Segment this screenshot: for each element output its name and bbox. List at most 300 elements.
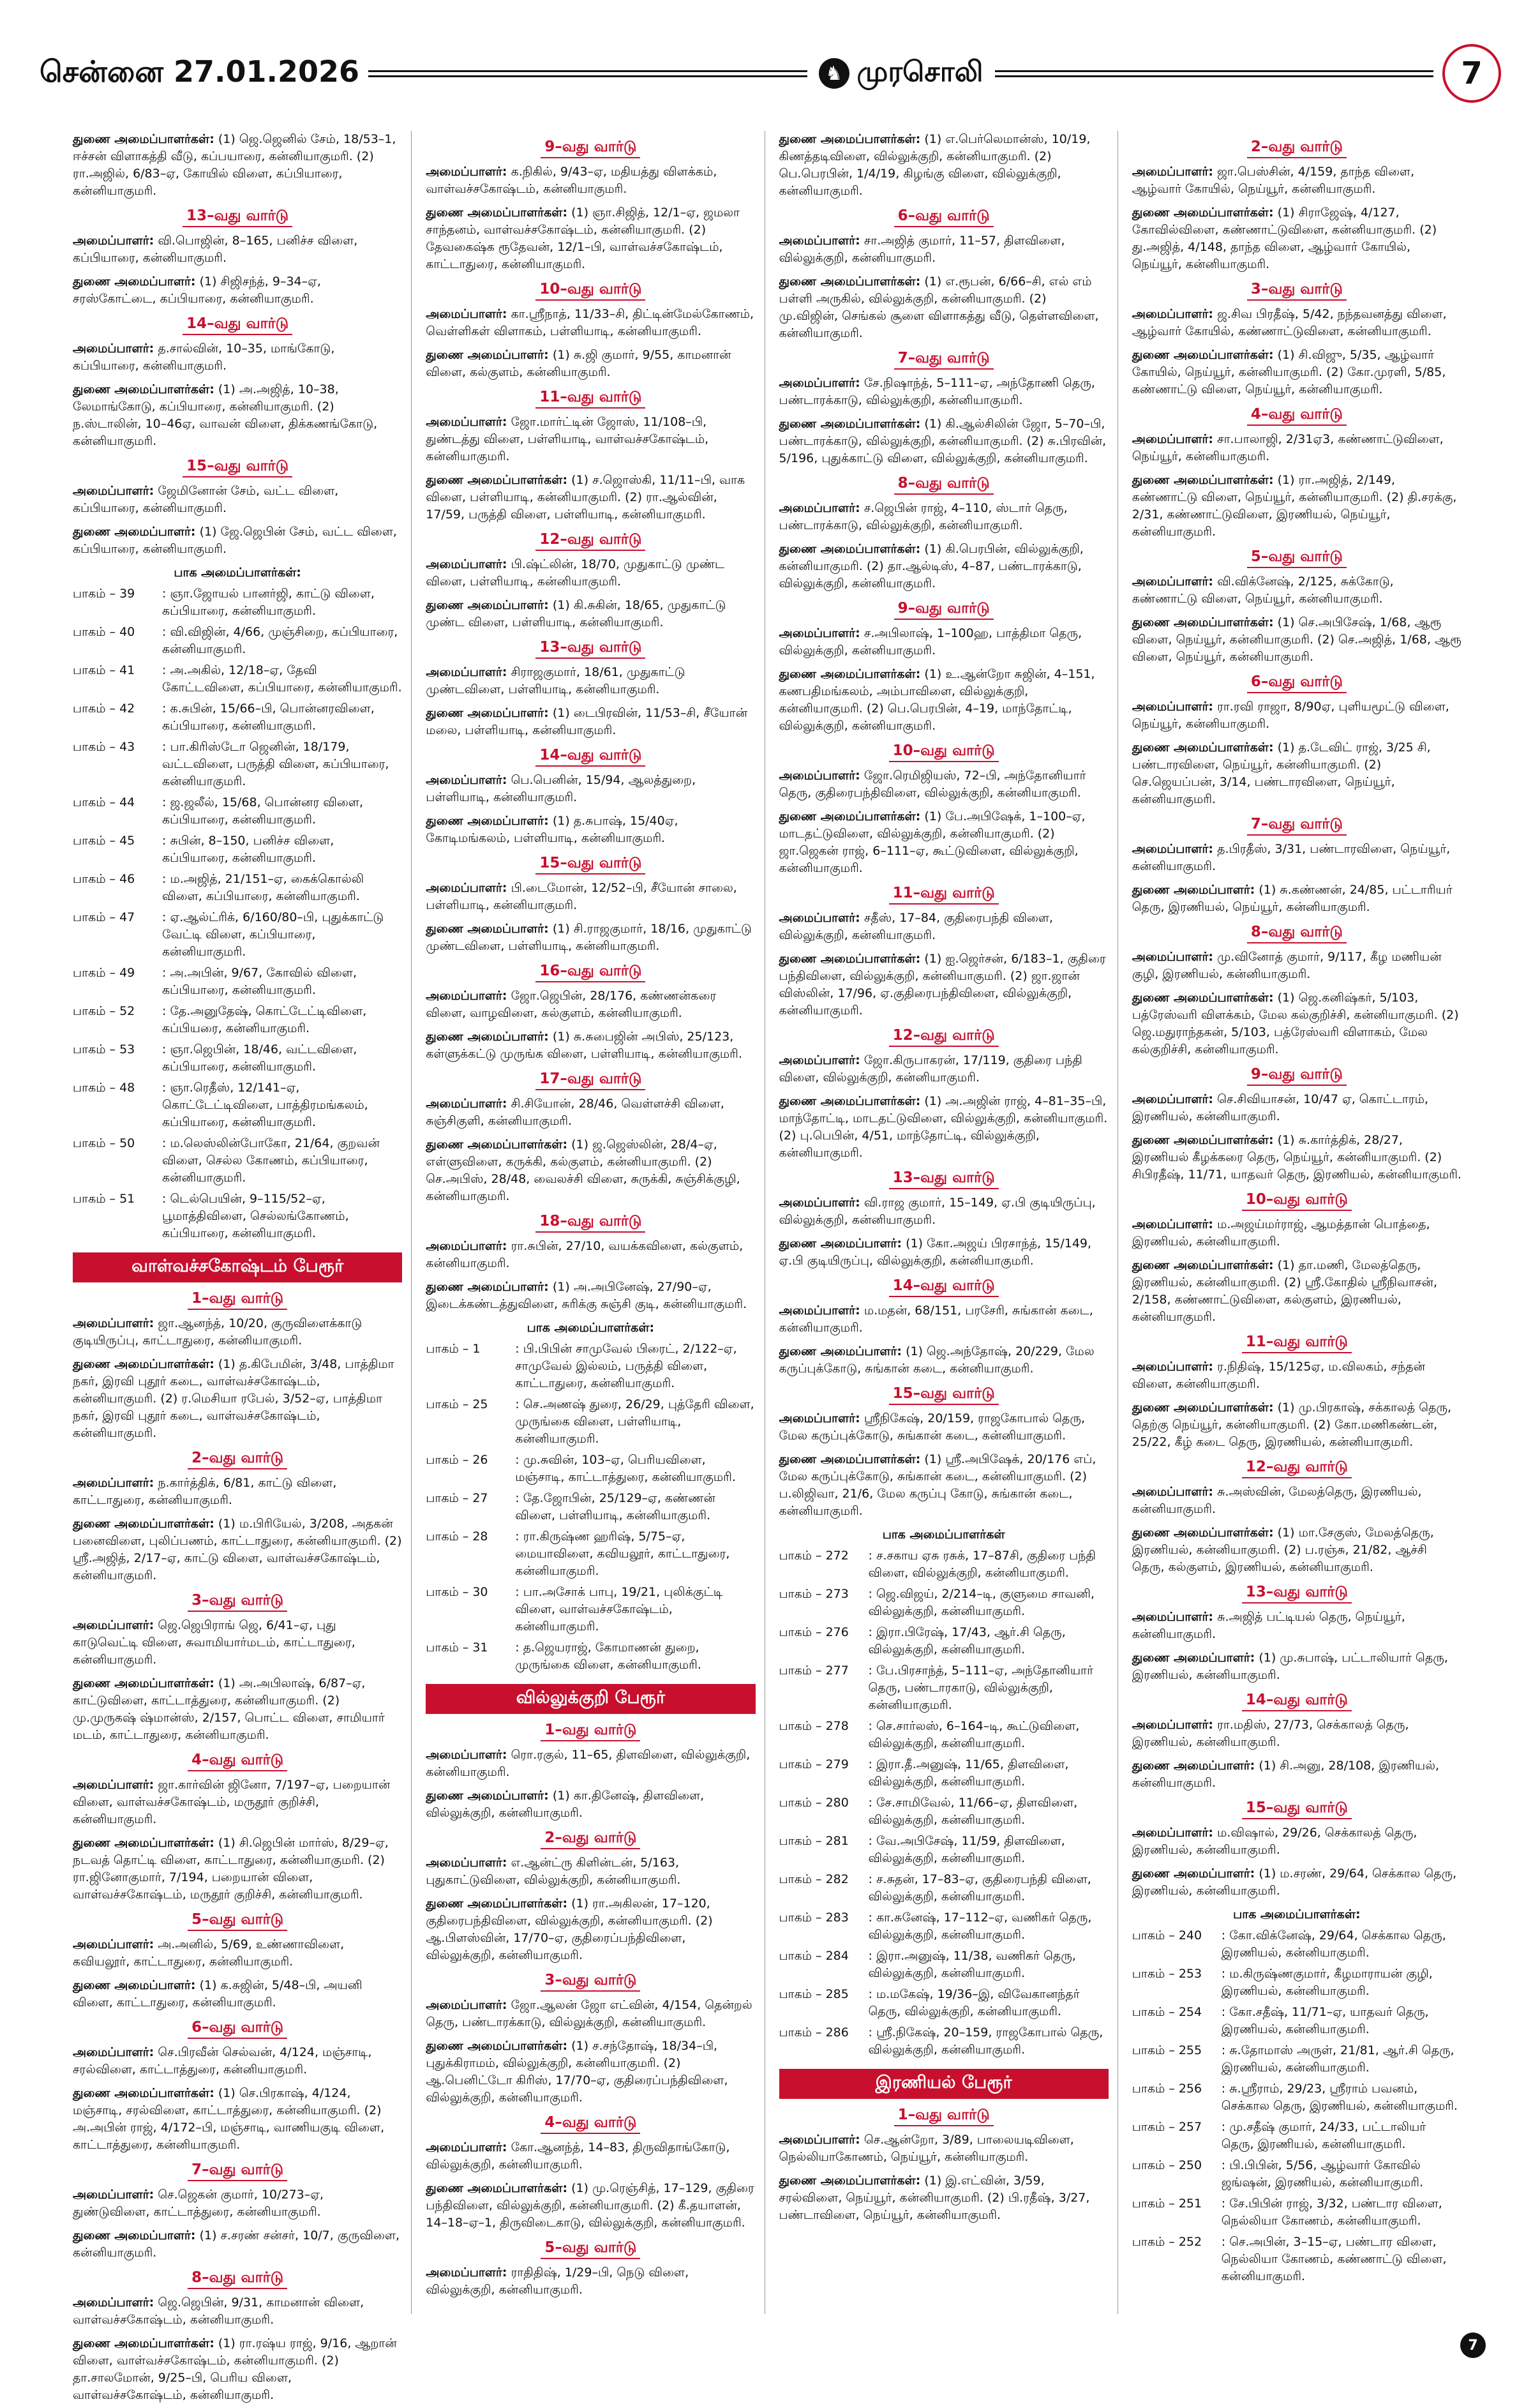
booth-number: பாகம் – 39 bbox=[73, 587, 135, 601]
appointment-entry bbox=[779, 1235, 1109, 1270]
ward-heading-text: 4–வது வார்டு bbox=[1247, 406, 1347, 426]
ward-heading-text: 2–வது வார்டு bbox=[541, 1829, 640, 1849]
ward-heading bbox=[426, 2114, 755, 2134]
appointee-details: (1) சு.கார்த்திக், 28/27, இரணியல் கீழக்கரை தெரு, நெய்யூர், கன்னியாகுமரி. (2) சிபிரதீஷ், 11/71, யாதவர் தெரு, இரணியல், கன்னியாகுமரி. bbox=[1132, 1133, 1462, 1182]
booth-details: : சுபின், 8–150, பனிச்ச விளை, கப்பியாரை, கன்னியாகுமரி. bbox=[162, 834, 334, 865]
appointee-details: (1) சிஜிசந்த், 9–34–ஏ, சரஸ்கோட்டை, கப்பியாரை, கன்னியாகுமரி. bbox=[73, 274, 321, 306]
ward-heading bbox=[1132, 1191, 1462, 1211]
appointment-entry bbox=[73, 381, 402, 450]
appointee-details: (1) அ.அஜின் ராஜ், 4–81–35–பி, மாந்தோட்டி, மாடதட்டுவிளை, வில்லுக்குறி, கன்னியாகுமரி. (2) பு.பெபின், 4/51, மாந்தோட்டி, வில்லுக்குறி, கன்னியாகுமரி. bbox=[779, 1094, 1108, 1160]
appointee-details: (1) த.டேவிட் ராஜ், 3/25 சி, பண்டாரவிளை, நெய்யூர், கன்னியாகுமரி. (2) செ.ஜெயப்பன், 3/14, பண்டாரவிளை, நெய்யூர், கன்னியாகுமரி. bbox=[1132, 740, 1431, 806]
appointee-details: (1) எ.பெர்லெமான்ஸ், 10/19, கிணத்தடிவிளை, வில்லுக்குறி, கன்னியாகுமரி. (2) பெ.பெரபின், 1/4/19, கிழங்கு விளை, வில்லுக்குறி, கன்னியாகுமரி. bbox=[779, 132, 1091, 198]
booth-details: : தே.அனுதேஷ், கொட்டேட்டிவிளை, கப்பியரை, கன்னியாகுமரி. bbox=[162, 1004, 367, 1035]
ward-heading bbox=[779, 475, 1109, 495]
appointee-details: (1) இ.எட்வின், 3/59, சரல்விளை, நெய்யூர், கன்னியாகுமரி. (2) பி.ரதீஷ், 3/27, பண்டாவிளை, நெய்யூர், கன்னியாகுமரி. bbox=[779, 2174, 1090, 2222]
ward-heading-text: 5–வது வார்டு bbox=[1247, 548, 1347, 568]
role-label: அமைப்பாளர்: bbox=[1132, 1485, 1214, 1499]
role-label: துணை அமைப்பாளர்கள்: bbox=[779, 1452, 921, 1466]
ward-heading-text: 15–வது வார்டு bbox=[1242, 1799, 1352, 1819]
appointee-details: ஜ.சிவ பிரதீஷ், 5/42, நந்தவனத்து விளை, ஆழ்வார் கோயில், கண்ணாட்டுவிளை, கன்னியாகுமரி. bbox=[1132, 307, 1447, 338]
booth-number: பாகம் – 42 bbox=[73, 702, 135, 716]
ward-heading-text: 17–வது வார்டு bbox=[535, 1071, 645, 1090]
appointment-entry bbox=[73, 1835, 402, 1904]
appointee-details: வி.ராஜ குமார், 15–149, ஏ.பி குடியிருப்பு, வில்லுக்குறி, கன்னியாகுமரி. bbox=[779, 1196, 1096, 1227]
booth-number: பாகம் – 30 bbox=[426, 1585, 488, 1599]
appointment-entry bbox=[426, 1787, 755, 1822]
role-label: துணை அமைப்பாளர்கள்: bbox=[426, 206, 568, 220]
appointment-entry bbox=[73, 1475, 402, 1509]
appointee-details: ர.நிதிஷ், 15/125ஏ, ம.விலகம், சந்தன் விளை, கன்னியாகுமரி. bbox=[1132, 1360, 1426, 1391]
appointment-entry bbox=[779, 1410, 1109, 1445]
role-label: துணை அமைப்பாளர்: bbox=[1132, 1867, 1255, 1881]
booth-entry bbox=[73, 624, 402, 658]
booth-entry bbox=[426, 1396, 755, 1448]
role-label: துணை அமைப்பாளர்: bbox=[426, 598, 549, 612]
ward-heading-text: 3–வது வார்டு bbox=[1247, 281, 1347, 301]
ward-heading-text: 16–வது வார்டு bbox=[535, 963, 645, 982]
booth-entry bbox=[426, 1490, 755, 1524]
ward-heading-text: 2–வது வார்டு bbox=[1247, 139, 1347, 158]
appointment-entry bbox=[73, 2044, 402, 2078]
booth-entry bbox=[779, 1547, 1109, 1582]
role-label: துணை அமைப்பாளர்கள்: bbox=[1132, 1401, 1274, 1415]
booth-details: : ம.மகேஷ், 19/36–இ, விவேகானந்தர் தெரு, வில்லுக்குறி, கன்னியாகுமரி. bbox=[868, 1987, 1080, 2018]
booth-number: பாகம் – 253 bbox=[1132, 1967, 1202, 1981]
appointment-entry bbox=[426, 1895, 755, 1964]
appointment-entry bbox=[426, 347, 755, 381]
booth-number: பாகம் – 254 bbox=[1132, 2005, 1202, 2019]
appointee-details: (1) கோ.அஜய் பிரசாந்த், 15/149, ஏ.பி குடியிருப்பு, வில்லுக்குறி, கன்னியாகுமரி. bbox=[779, 1236, 1092, 1268]
booth-details: : சு.தோமாஸ் அருள், 21/81, ஆர்.சி தெரு, இரணியல், கன்னியாகுமரி. bbox=[1221, 2043, 1454, 2075]
appointment-entry bbox=[779, 950, 1109, 1019]
appointment-entry bbox=[1132, 989, 1462, 1058]
appointee-details: (1) சி.அனு, 28/108, இரணியல், கன்னியாகுமரி. bbox=[1132, 1759, 1440, 1790]
ward-heading bbox=[426, 1071, 755, 1090]
appointment-entry bbox=[73, 131, 402, 200]
ward-heading bbox=[1132, 139, 1462, 158]
appointee-details: சே.நிஷாந்த், 5–111–ஏ, அந்தோணி தெரு, பண்டாரக்காடு, வில்லுக்குறி, கன்னியாகுமரி. bbox=[779, 376, 1095, 407]
appointment-entry bbox=[1132, 1865, 1462, 1900]
booth-number: பாகம் – 278 bbox=[779, 1719, 849, 1733]
role-label: துணை அமைப்பாளர்: bbox=[73, 2228, 196, 2242]
appointee-details: (1) மு.சுபாஷ், பட்டாலியார் தெரு, இரணியல், கன்னியாகுமரி. bbox=[1132, 1651, 1448, 1682]
appointee-details: ரொ.ரகுல், 11–65, திளவிளை, வில்லுக்குறி, கன்னியாகுமரி. bbox=[426, 1748, 751, 1779]
appointment-entry bbox=[426, 204, 755, 273]
appointment-entry bbox=[1132, 1091, 1462, 1125]
appointment-entry bbox=[73, 273, 402, 308]
appointment-entry bbox=[426, 1028, 755, 1063]
appointment-entry bbox=[426, 2139, 755, 2174]
role-label: அமைப்பாளர்: bbox=[779, 1411, 860, 1425]
ward-heading bbox=[779, 1385, 1109, 1405]
ward-heading-text: 6–வது வார்டு bbox=[188, 2019, 287, 2039]
role-label: அமைப்பாளர்: bbox=[73, 2188, 154, 2202]
appointee-details: (1) தா.மணி, மேலத்தெரு, இரணியல், கன்னியாகுமரி. (2) ஸ்ரீ.கோதில் ஸ்ரீநிவாசன், 2/158, கண்ணாட்டுவிளை, கல்குளம், இரணியல், கன்னியாகுமரி. bbox=[1132, 1258, 1437, 1324]
booth-number: பாகம் – 286 bbox=[779, 2025, 849, 2040]
footer-page-number: 7 bbox=[1460, 2333, 1486, 2358]
elephant-logo-icon: ♞ bbox=[819, 58, 849, 89]
ward-heading-text: 10–வது வார்டு bbox=[1242, 1191, 1352, 1211]
booth-details: : அ.அபின், 9/67, கோவில் விளை, கப்பியாரை, கன்னியாகுமரி. bbox=[162, 966, 357, 997]
booth-details: : க.சுபின், 15/66–பி, பொன்னரவிளை, கப்பியாரை, கன்னியாகுமரி. bbox=[162, 702, 375, 733]
role-label: துணை அமைப்பாளர்கள்: bbox=[1132, 740, 1274, 755]
booth-entry bbox=[73, 585, 402, 620]
booth-number: பாகம் – 49 bbox=[73, 966, 135, 980]
appointee-details: (1) மு.ரெஞ்சித், 17–129, குதிரை பந்திவிளை, வில்லுக்குறி, கன்னியாகுமரி. (2) கீ.தயாளன், 14–18–ஏ–1, திருவிடைகாடு, வில்லுக்குறி, கன்னியாகுமரி. bbox=[426, 2181, 754, 2230]
appointment-entry bbox=[426, 880, 755, 914]
ward-heading bbox=[73, 458, 402, 477]
appointment-entry bbox=[779, 541, 1109, 592]
booth-details: : ச.சகாய ஏசு ரசுக், 17–87சி, குதிரை பந்தி விளை, வில்லுக்குறி, கன்னியாகுமரி. bbox=[868, 1549, 1096, 1580]
ward-heading bbox=[426, 1829, 755, 1849]
booth-number: பாகம் – 273 bbox=[779, 1587, 849, 1601]
booth-details: : கோ.விக்னேஷ், 29/64, செக்கால தெரு, இரணியல், கன்னியாகுமரி. bbox=[1221, 1928, 1446, 1960]
ward-heading bbox=[426, 963, 755, 982]
booth-entry bbox=[779, 1624, 1109, 1658]
appointee-details: (1) ஜே.ஜெபின் சேம், வட்ட விளை, கப்பியாரை, கன்னியாகுமரி. bbox=[73, 525, 397, 556]
ward-heading bbox=[1132, 281, 1462, 301]
appointment-entry bbox=[1132, 698, 1462, 733]
appointment-entry bbox=[1132, 1524, 1462, 1576]
ward-heading-text: 13–வது வார்டு bbox=[1242, 1584, 1352, 1604]
ward-heading-text: 18–வது வார்டு bbox=[535, 1213, 645, 1233]
booth-details: : தே.ஜோபின், 25/129–ஏ, கண்ணன் விளை, பள்ளியாடி, கன்னியாகுமரி. bbox=[515, 1491, 715, 1522]
appointee-details: (1) ரா.ரஷ்ய ராஜ், 9/16, ஆறான் விளை, வாள்வச்சகோஷ்டம், கன்னியாகுமரி. (2) தா.சாலமோன், 9/25–பி, பெரிய விளை, வாள்வச்சகோஷ்டம், கன்னியாகுமரி. bbox=[73, 2336, 397, 2402]
edition-date: சென்னை 27.01.2026 bbox=[40, 54, 360, 89]
appointee-details: மு.வினோத் குமார், 9/117, கீழ மணியன் குழி, இரணியல், கன்னியாகுமரி. bbox=[1132, 950, 1442, 981]
role-label: அமைப்பாளர்: bbox=[426, 2140, 507, 2154]
role-label: அமைப்பாளர்: bbox=[426, 557, 507, 571]
booth-details: : கா.சுனேஷ், 17–112–ஏ, வணிகர் தெரு, வில்லுக்குறி, கன்னியாகுமரி. bbox=[868, 1911, 1092, 1942]
role-label: துணை அமைப்பாளர்கள்: bbox=[426, 473, 568, 487]
booth-entry bbox=[73, 871, 402, 905]
role-label: அமைப்பாளர்: bbox=[426, 773, 507, 787]
booth-entry bbox=[73, 909, 402, 961]
appointee-details: (1) சிராஜேஷ், 4/127, கோவில்விளை, கண்ணாட்டுவிளை, கன்னியாகுமரி. (2) து.அஜித், 4/148, தாந்த விளை, ஆழ்வார் கோயில், நெய்யூர், கன்னியாகுமரி. bbox=[1132, 206, 1437, 271]
appointment-entry bbox=[779, 767, 1109, 802]
booth-entry bbox=[779, 1586, 1109, 1620]
booth-number: பாகம் – 25 bbox=[426, 1397, 488, 1411]
role-label: அமைப்பாளர்: bbox=[426, 165, 507, 179]
appointment-entry bbox=[73, 1515, 402, 1584]
appointment-entry bbox=[426, 772, 755, 806]
booth-list-heading: பாக அமைப்பாளர்கள் bbox=[882, 1528, 1005, 1542]
appointee-details: (1) ம.சரண், 29/64, செக்கால தெரு, இரணியல், கன்னியாகுமரி. bbox=[1132, 1867, 1457, 1898]
appointment-entry bbox=[73, 1356, 402, 1442]
ward-heading bbox=[779, 1169, 1109, 1189]
appointee-details: (1) அ.அபிலாஷ், 6/87–ஏ, காட்டுவிளை, காட்டாத்துரை, கன்னியாகுமரி. (2) மு.முருகஷ் ஷ்மான்ஸ், 2/157, பொட்ட விளை, சாமியார் மடம், காட்டாதுரை, கன்னியாகுமரி. bbox=[73, 1676, 385, 1742]
ward-heading-text: 15–வது வார்டு bbox=[535, 855, 645, 875]
appointee-details: (1) சு.சுபைஜின் அபிஸ், 25/123, கள்ளுக்கட்டு முருங்க விளை, பள்ளியாடி, கன்னியாகுமரி. bbox=[426, 1030, 742, 1061]
appointee-details: (1) கி.சுகின், 18/65, முதுகாட்டு முண்ட விளை, பள்ளியாடி, கன்னியாகுமரி. bbox=[426, 598, 726, 629]
appointee-details: ச.ஜெபின் ராஜ், 4–110, ஸ்டார் தெரு, பண்டாரக்காடு, வில்லுக்குறி, கன்னியாகுமரி. bbox=[779, 501, 1068, 532]
appointment-entry bbox=[779, 375, 1109, 409]
role-label: அமைப்பாளர்: bbox=[426, 415, 507, 429]
booth-number: பாகம் – 280 bbox=[779, 1796, 849, 1810]
booth-number: பாகம் – 281 bbox=[779, 1834, 849, 1848]
booth-details: : செ.அணஷ் துரை, 26/29, புத்தேரி விளை, முருங்கை விளை, பள்ளியாடி, கன்னியாகுமரி. bbox=[515, 1397, 754, 1446]
appointee-details: பி.டைமோன், 12/52–பி, சீயோன் சாலை, பள்ளியாடி, கன்னியாகுமரி. bbox=[426, 881, 737, 912]
appointee-details: (1) எ.ரூபன், 6/66–சி, எல் எம் பள்ளி அருகில், வில்லுக்குறி, கன்னியாகுமரி. (2) மு.விஜின், செங்கல் சூளை விளாகத்து வீடு, தெள்ளவிளை, கன்னியாகுமரி. bbox=[779, 274, 1099, 340]
ward-heading-text: 5–வது வார்டு bbox=[541, 2239, 640, 2259]
ward-heading-text: 11–வது வார்டு bbox=[535, 389, 645, 409]
role-label: அமைப்பாளர்: bbox=[1132, 165, 1214, 179]
appointment-entry bbox=[1132, 1717, 1462, 1751]
role-label: துணை அமைப்பாளர்கள்: bbox=[779, 1094, 921, 1108]
appointment-entry bbox=[426, 1854, 755, 1889]
appointee-details: கோ.ஆனந்த், 14–83, திருவிதாங்கோடு, வில்லுக்குறி, கன்னியாகுமரி. bbox=[426, 2140, 730, 2172]
role-label: அமைப்பாளர்: bbox=[426, 2265, 507, 2280]
booth-details: : ச.சுதன், 17–83–ஏ, குதிரைபந்தி விளை, வில்லுக்குறி, கன்னியாகுமரி. bbox=[868, 1872, 1091, 1904]
booth-number: பாகம் – 252 bbox=[1132, 2235, 1202, 2249]
appointee-details: கா.ஸ்ரீநாத், 11/33–சி, திட்டின்மேல்கோணம், வெள்ளிகள் விளாகம், பள்ளியாடி, கன்னியாகுமரி. bbox=[426, 307, 754, 338]
role-label: அமைப்பாளர்: bbox=[426, 1998, 507, 2012]
appointment-entry bbox=[779, 910, 1109, 944]
appointment-entry bbox=[426, 163, 755, 198]
booth-details: : வே.அபிசேஷ், 11/59, திளவிளை, வில்லுக்குறி, கன்னியாகுமரி. bbox=[868, 1834, 1065, 1865]
role-label: துணை அமைப்பாளர்கள்: bbox=[779, 2174, 921, 2188]
ward-heading-text: 10–வது வார்டு bbox=[889, 742, 999, 762]
role-label: துணை அமைப்பாளர்: bbox=[1132, 883, 1255, 897]
booth-details: : பி.பிபின் சாமுவேல் பிரைட், 2/122–ஏ, சாமுவேல் இல்லம், பருத்தி விளை, காட்டாதுரை, கன்னியாகுமரி. bbox=[515, 1342, 737, 1390]
booth-details: : செ.சார்லஸ், 6–164–டி, கூட்டுவிளை, வில்லுக்குறி, கன்னியாகுமரி. bbox=[868, 1719, 1080, 1750]
role-label: துணை அமைப்பாளர்கள்: bbox=[73, 132, 214, 146]
booth-entry bbox=[73, 662, 402, 696]
booth-details: : ஏ.ஆல்ட்ரிக், 6/160/80–பி, புதுக்காட்டு வேட்டி விளை, கப்பியாரை, கன்னியாகுமரி. bbox=[162, 910, 384, 959]
appointment-entry bbox=[1132, 1824, 1462, 1859]
ward-heading bbox=[73, 1290, 402, 1310]
role-label: துணை அமைப்பாளர்கள்: bbox=[1132, 1133, 1274, 1147]
appointee-details: ம.விஷால், 29/26, செக்காலத் தெரு, இரணியல், கன்னியாகுமரி. bbox=[1132, 1826, 1417, 1857]
appointee-details: (1) ஜெ.அந்தோஷ், 20/229, மேல கருப்புக்கோடு, சுங்கான் கடை, கன்னியாகுமரி. bbox=[779, 1344, 1095, 1376]
ward-heading-text: 15–வது வார்டு bbox=[889, 1385, 999, 1405]
ward-heading bbox=[1132, 1692, 1462, 1711]
appointee-details: (1) ஐ.ஜெர்சன், 6/183–1, குதிரை பந்திவிளை, வில்லுக்குறி, கன்னியாகுமரி. (2) ஜா.ஜான் விஸ்லின், 17/96, ஏ.குதிரைபந்திவிளை, வில்லுக்குறி, கன்னியாகுமரி. bbox=[779, 952, 1106, 1018]
role-label: துணை அமைப்பாளர்கள்: bbox=[73, 1836, 214, 1850]
booth-details: : இரா.பிரேஷ், 17/43, ஆர்.சி தெரு, வில்லுக்குறி, கன்னியாகுமரி. bbox=[868, 1625, 1066, 1657]
appointee-details: (1) ரா.அஜித், 2/149, கண்ணாட்டு விளை, நெய்யூர், கன்னியாகுமரி. (2) தி.சரக்கு, 2/31, கண்ணாட்டுவிளை, இரணியல், நெய்யூர், கன்னியாகுமரி. bbox=[1132, 473, 1457, 539]
booth-entry bbox=[1132, 2234, 1462, 2285]
role-label: துணை அமைப்பாளர்: bbox=[426, 706, 549, 720]
booth-number: பாகம் – 27 bbox=[426, 1491, 488, 1505]
booth-entry bbox=[426, 1639, 755, 1674]
booth-details: : மு.சதீஷ் குமார், 24/33, பட்டாலியர் தெரு, இரணியல், கன்னியாகுமரி. bbox=[1221, 2120, 1426, 2151]
role-label: துணை அமைப்பாளர்கள்: bbox=[73, 2336, 214, 2350]
appointee-details: ஜோ.ஜெபின், 28/176, கண்ணன்கரை விளை, வாழவிளை, கல்குளம், கன்னியாகுமரி. bbox=[426, 989, 717, 1020]
role-label: அமைப்பாளர்: bbox=[779, 769, 860, 783]
role-label: அமைப்பாளர்: bbox=[426, 989, 507, 1003]
role-label: அமைப்பாளர்: bbox=[1132, 1610, 1214, 1624]
booth-entry bbox=[779, 1833, 1109, 1867]
appointee-details: (1) மா.சேகுஸ், மேலத்தெரு, இரணியல், கன்னியாகுமரி. (2) ப.ரஞ்சு, 21/82, ஆச்சி தெரு, கல்குளம், இரணியல், கன்னியாகுமரி. bbox=[1132, 1526, 1434, 1574]
booth-entry bbox=[426, 1584, 755, 1635]
appointee-details: (1) கி.ஆல்சிலின் ஜோ, 5–70–பி, பண்டாரக்காடு, வில்லுக்குறி, கன்னியாகுமரி. (2) சு.பிரவின், 5/196, புதுக்காட்டு விளை, வில்லுக்குறி, கன்னியாகுமரி. bbox=[779, 417, 1107, 465]
appointee-details: செ.ஆன்றோ, 3/89, பாலையடிவிளை, நெல்லியாகோணம், நெய்யூர், கன்னியாகுமரி. bbox=[779, 2133, 1074, 2164]
ward-heading-text: 3–வது வார்டு bbox=[541, 1972, 640, 1992]
role-label: துணை அமைப்பாளர்கள்: bbox=[1132, 615, 1274, 629]
role-label: துணை அமைப்பாளர்கள்: bbox=[779, 542, 921, 556]
appointment-entry bbox=[73, 340, 402, 375]
role-label: அமைப்பாளர்: bbox=[73, 1316, 154, 1330]
ward-heading bbox=[73, 2019, 402, 2039]
booth-entry bbox=[73, 1191, 402, 1242]
appointee-details: ஜோ.மார்ட்டின் ஜோஸ், 11/108–பி, துண்டத்து விளை, பள்ளியாடி, வாள்வச்சகோஷ்டம், கன்னியாகுமரி. bbox=[426, 415, 709, 463]
booth-list-heading: பாக அமைப்பாளர்கள்: bbox=[527, 1321, 655, 1335]
role-label: அமைப்பாளர்: bbox=[1132, 950, 1214, 964]
booth-entry bbox=[73, 794, 402, 829]
appointee-details: (1) ஜெ.ஜெனில் சேம், 18/53–1, ஈச்சன் விளாகத்தி வீடு, கப்பயாரை, கன்னியாகுமரி. (2) ரா.அஜில், 6/83–ஏ, கோயில் விளை, கப்பியாரை, கன்னியாகுமரி. bbox=[73, 132, 396, 198]
appointment-entry bbox=[1132, 614, 1462, 666]
ward-heading bbox=[73, 315, 402, 335]
appointment-entry bbox=[779, 1451, 1109, 1520]
appointee-details: பெ.பெனின், 15/94, ஆலத்துறை, பள்ளியாடி, கன்னியாகுமரி. bbox=[426, 773, 696, 804]
booth-details: : ஜெ.விஜய், 2/214–டி, குளுமை சாவனி, வில்லுக்குறி, கன்னியாகுமரி. bbox=[868, 1587, 1095, 1618]
appointment-entry bbox=[1132, 949, 1462, 983]
role-label: துணை அமைப்பாளர்கள்: bbox=[426, 1897, 568, 1911]
role-label: அமைப்பாளர்: bbox=[779, 1053, 860, 1067]
role-label: துணை அமைப்பாளர்கள்: bbox=[1132, 1258, 1274, 1272]
booth-number: பாகம் – 41 bbox=[73, 663, 135, 677]
role-label: அமைப்பாளர்: bbox=[1132, 1360, 1214, 1374]
ward-heading-text: 9–வது வார்டு bbox=[1247, 1066, 1347, 1086]
appointee-details: செ.சிவியாசன், 10/47 ஏ, கொட்டாரம், இரணியல், கன்னியாகுமரி. bbox=[1132, 1092, 1428, 1123]
appointment-entry bbox=[1132, 573, 1462, 608]
role-label: அமைப்பாளர்: bbox=[73, 1618, 154, 1632]
appointee-details: செ.பிரவீன் செல்வன், 4/124, மஞ்சாடி, சரல்விளை, காட்டாத்துரை, கன்னியாகுமரி. bbox=[73, 2045, 372, 2077]
booth-details: : சே.சாமிவேல், 11/66–ஏ, திளவிளை, வில்லுக்குறி, கன்னியாகுமரி. bbox=[868, 1796, 1078, 1827]
booth-number: பாகம் – 284 bbox=[779, 1949, 849, 1963]
appointee-details: சு.அஸ்வின், மேலத்தெரு, இரணியல், கன்னியாகுமரி. bbox=[1132, 1485, 1422, 1516]
ward-heading bbox=[779, 885, 1109, 905]
booth-entry bbox=[73, 832, 402, 867]
booth-details: : சே.பிபின் ராஜ், 3/32, பண்டார விளை, நெல்லியா கோணம், கன்னியாகுமரி. bbox=[1221, 2197, 1442, 2228]
appointee-details: (1) செ.அபிசேஷ், 1/68, ஆரூ விளை, நெய்யூர், கன்னியாகுமரி. (2) செ.அஜித், 1/68, ஆரூ விளை, நெய்யூர், கன்னியாகுமரி. bbox=[1132, 615, 1462, 664]
appointee-details: ரா.ரவி ராஜா, 8/90ஏ, புளியமூட்டு விளை, நெய்யூர், கன்னியாகுமரி. bbox=[1132, 700, 1449, 731]
ward-heading-text: 4–வது வார்டு bbox=[541, 2114, 640, 2134]
appointee-details: சா.அஜித் குமார், 11–57, திளவிளை, வில்லுக்குறி, கன்னியாகுமரி. bbox=[779, 234, 1065, 265]
appointment-entry bbox=[779, 666, 1109, 735]
appointee-details: (1) சி.ராஜகுமார், 18/16, முதுகாட்டு முண்டவிளை, பள்ளியாடி, கன்னியாகுமரி. bbox=[426, 922, 752, 953]
booth-details: : ஞா.ஜோயல் பானர்ஜி, காட்டு விளை, கப்பியாரை, கன்னியாகுமரி. bbox=[162, 587, 375, 618]
ward-heading-text: 9–வது வார்டு bbox=[541, 139, 640, 158]
ward-heading bbox=[426, 747, 755, 767]
booth-entry bbox=[779, 1986, 1109, 2020]
appointee-details: செ.ஜெகன் குமார், 10/273–ஏ, துண்டுவிளை, காட்டாத்துரை, கன்னியாகுமரி. bbox=[73, 2188, 324, 2219]
ward-heading bbox=[73, 2269, 402, 2289]
booth-details: : செ.அபின், 3–15–ஏ, பண்டார விளை, நெல்லியா கோணம், கண்ணாட்டு விளை, கன்னியாகுமரி. bbox=[1221, 2235, 1447, 2283]
booth-number: பாகம் – 276 bbox=[779, 1625, 849, 1639]
role-label: துணை அமைப்பாளர்கள்: bbox=[73, 2086, 214, 2100]
appointment-entry bbox=[1132, 306, 1462, 340]
booth-details: : அ.அகில், 12/18–ஏ, தேவி கோட்டவிளை, கப்பியாரை, கன்னியாகுமரி. bbox=[162, 663, 402, 695]
appointee-details: (1) சு.ஜி குமார், 9/55, காமனான் விளை, கல்குளம், கன்னியாகுமரி. bbox=[426, 348, 731, 379]
appointee-details: (1) ம.பிரியேல், 3/208, அதகன் பனைவிளை, புலிப்பணம், காட்டாதுரை, கன்னியாகுமரி. (2) ஸ்ரீ.அஜித், 2/17–ஏ, காட்டு விளை, வாள்வச்சகோஷ்டம், கன்னியாகுமரி. bbox=[73, 1517, 402, 1582]
appointee-details: சிராஜகுமார், 18/61, முதுகாட்டு முண்டவிளை, பள்ளியாடி, கன்னியாகுமரி. bbox=[426, 665, 685, 696]
role-label: துணை அமைப்பாளர்: bbox=[73, 1978, 196, 1992]
role-label: அமைப்பாளர்: bbox=[73, 1937, 154, 1951]
appointment-entry bbox=[426, 1747, 755, 1781]
booth-entry bbox=[1132, 2004, 1462, 2038]
ward-heading-text: 4–வது வார்டு bbox=[188, 1752, 287, 1771]
ward-heading-text: 12–வது வார்டு bbox=[889, 1027, 999, 1047]
booth-details: : பி.பிபின், 5/56, ஆழ்வார் கோவில் ஜங்ஷன், இரணியல், கன்னியாகுமரி. bbox=[1221, 2158, 1424, 2190]
appointment-entry bbox=[1132, 163, 1462, 198]
appointment-entry bbox=[779, 273, 1109, 342]
role-label: துணை அமைப்பாளர்கள்: bbox=[73, 1357, 214, 1371]
role-label: துணை அமைப்பாளர்கள்: bbox=[1132, 348, 1274, 362]
appointment-entry bbox=[779, 2131, 1109, 2166]
appointment-entry bbox=[426, 813, 755, 847]
booth-number: பாகம் – 26 bbox=[426, 1453, 488, 1467]
ward-heading bbox=[1132, 673, 1462, 693]
ward-heading bbox=[426, 855, 755, 875]
role-label: துணை அமைப்பாளர்கள்: bbox=[1132, 473, 1274, 487]
appointment-entry bbox=[426, 556, 755, 590]
booth-entry bbox=[779, 1756, 1109, 1791]
ward-heading bbox=[779, 600, 1109, 620]
booth-number: பாகம் – 43 bbox=[73, 740, 135, 754]
appointment-entry bbox=[779, 1343, 1109, 1378]
appointee-details: (1) சு.கண்ணன், 24/85, பட்டாரியர் தெரு, இரணியல், நெய்யூர், கன்னியாகுமரி. bbox=[1132, 883, 1453, 914]
booth-entry bbox=[426, 1452, 755, 1486]
appointment-entry bbox=[426, 705, 755, 739]
appointment-entry bbox=[1132, 204, 1462, 273]
role-label: துணை அமைப்பாளர்கள்: bbox=[779, 274, 921, 289]
appointee-details: (1) க.சுஜின், 5/48–பி, அயனி விளை, காட்டாதுரை, கன்னியாகுமரி. bbox=[73, 1978, 363, 2010]
booth-details: : த.ஜெயராஜ், கோமாணன் துறை, முருங்கை விளை, கன்னியாகுமரி. bbox=[515, 1641, 701, 1672]
ward-heading bbox=[1132, 1333, 1462, 1353]
role-label: அமைப்பாளர்: bbox=[73, 1778, 154, 1792]
appointment-entry bbox=[426, 1095, 755, 1130]
appointee-details: (1) கா.தினேஷ், திளவிளை, வில்லுக்குறி, கன்னியாகுமரி. bbox=[426, 1789, 705, 1820]
booth-number: பாகம் – 46 bbox=[73, 872, 135, 886]
booth-details: : ம.லெஸ்லின்போகோ, 21/64, குறவன் விளை, செல்ல கோணம், கப்பியாரை, கன்னியாகுமரி. bbox=[162, 1136, 380, 1185]
appointee-details: (1) அ.அஜித், 10–38, லேமாங்கோடு, கப்பியாரை, கன்னியாகுமரி. (2) ந.ஸ்டாலின், 10–46ஏ, வாவன் விளை, திக்கணங்கோடு, கன்னியாகுமரி. bbox=[73, 382, 378, 448]
role-label: அமைப்பாளர்: bbox=[1132, 307, 1214, 321]
appointee-details: (1) ஜெ.கனிஷ்கர், 5/103, பத்ரேஸ்வரி விளக்கம், மேல கல்குறிச்சி, கன்னியாகுமரி. (2) ஜெ.மதுராந்தகன், 5/103, பத்ரேஸ்வரி விளாகம், மேல கல்குறிச்சி, கன்னியாகுமரி. bbox=[1132, 991, 1459, 1056]
booth-entry bbox=[73, 739, 402, 790]
ward-heading bbox=[1132, 406, 1462, 426]
booth-details: : பா.கிரிஸ்டோ ஜெனின், 18/179, வட்டவிளை, பருத்தி விளை, கப்பியாரை, கன்னியாகுமரி. bbox=[162, 740, 389, 788]
brand-name: முரசொலி bbox=[856, 55, 983, 88]
appointment-entry bbox=[779, 1194, 1109, 1229]
role-label: அமைப்பாளர்: bbox=[779, 1303, 860, 1318]
booth-entry bbox=[779, 1909, 1109, 1944]
appointee-details: (1) ச.சரண் சன்சர், 10/7, குருவிளை, கன்னியாகுமரி. bbox=[73, 2228, 400, 2260]
appointment-entry bbox=[73, 1936, 402, 1971]
appointee-details: ஜெ.ஜெபின், 9/31, காமனான் விளை, வாள்வச்சகோஷ்டம், கன்னியாகுமரி. bbox=[73, 2295, 364, 2327]
appointment-entry bbox=[1132, 472, 1462, 541]
section-banner: வில்லுக்குறி பேரூர் bbox=[426, 1684, 755, 1714]
booth-details: : ம.கிருஷ்ணகுமார், கீழமாராயன் குழி, இரணியல், கன்னியாகுமரி. bbox=[1221, 1967, 1433, 1998]
role-label: துணை அமைப்பாளர்கள்: bbox=[426, 1138, 568, 1152]
appointment-entry bbox=[426, 2038, 755, 2107]
appointee-details: (1) கி.பெரபின், வில்லுக்குறி, கன்னியாகுமரி. (2) தா.ஆல்டிஸ், 4–87, பண்டாரக்காடு, வில்லுக்குறி, கன்னியாகுமரி. bbox=[779, 542, 1084, 590]
booth-details: : சு.ஸ்ரீராம், 29/23, ஸ்ரீராம் பவனம், செக்கால தெரு, இரணியல், கன்னியாகுமரி. bbox=[1221, 2082, 1458, 2113]
booth-entry bbox=[73, 1003, 402, 1037]
booth-number: பாகம் – 279 bbox=[779, 1757, 849, 1771]
appointment-entry bbox=[73, 2335, 402, 2404]
ward-heading-text: 14–வது வார்டு bbox=[183, 315, 292, 335]
appointment-entry bbox=[779, 808, 1109, 877]
booth-number: பாகம் – 28 bbox=[426, 1529, 488, 1544]
appointee-details: ஸ்ரீநிகேஷ், 20/159, ராஜகோபால் தெரு, மேல கருப்புக்கோடு, சுங்கான் கடை, கன்னியாகுமரி. bbox=[779, 1411, 1086, 1443]
ward-heading-text: 14–வது வார்டு bbox=[1242, 1692, 1352, 1711]
appointment-entry bbox=[779, 1052, 1109, 1086]
appointment-entry bbox=[73, 1315, 402, 1349]
role-label: அமைப்பாளர்: bbox=[779, 2133, 860, 2147]
appointment-entry bbox=[1132, 1358, 1462, 1393]
